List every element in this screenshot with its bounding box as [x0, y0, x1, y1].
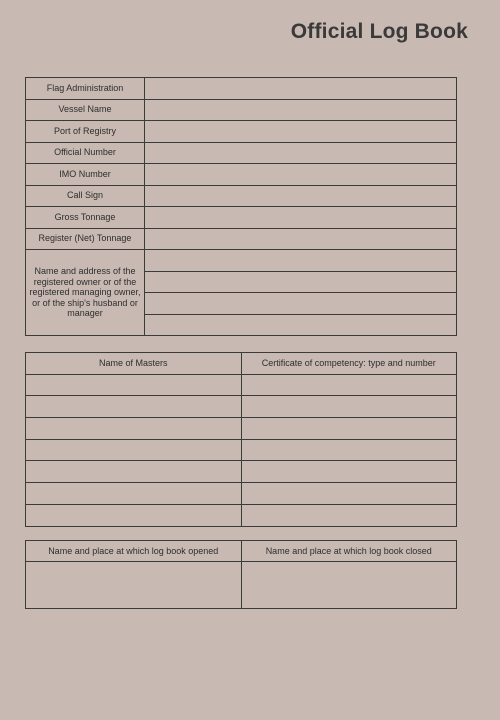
field-value[interactable] — [145, 314, 457, 336]
table-cell[interactable] — [241, 374, 457, 396]
table-row — [26, 142, 457, 164]
table-cell[interactable] — [241, 562, 457, 609]
field-value[interactable] — [145, 271, 457, 293]
table-row — [26, 396, 457, 418]
page-title: Official Log Book — [290, 20, 468, 43]
owner-field-label: Name and address of the registered owner or of the registered managing owner, or of the ship's husband or manager — [26, 250, 145, 336]
table-cell[interactable] — [241, 461, 457, 483]
field-value[interactable] — [145, 293, 457, 315]
field-label: Vessel Name — [26, 99, 145, 121]
field-label: Port of Registry — [26, 121, 145, 143]
field-value[interactable] — [145, 185, 457, 207]
table-row — [26, 374, 457, 396]
field-value[interactable] — [145, 207, 457, 229]
field-label: Flag Administration — [26, 78, 145, 100]
table-row — [26, 562, 457, 609]
table-cell[interactable] — [241, 396, 457, 418]
field-value[interactable] — [145, 228, 457, 250]
column-header: Name and place at which log book closed — [241, 541, 457, 562]
table-header-row — [26, 353, 457, 375]
table-cell[interactable] — [26, 504, 242, 526]
table-cell[interactable] — [26, 418, 242, 440]
table-cell[interactable] — [26, 562, 242, 609]
table-cell[interactable] — [241, 504, 457, 526]
table-row — [26, 228, 457, 250]
field-label: Gross Tonnage — [26, 207, 145, 229]
logbook-open-close-table — [25, 540, 457, 609]
column-header: Name of Masters — [26, 353, 242, 375]
table-row — [26, 164, 457, 186]
table-cell[interactable] — [26, 461, 242, 483]
table-row — [26, 99, 457, 121]
table-cell[interactable] — [26, 374, 242, 396]
field-value[interactable] — [145, 250, 457, 272]
table-cell[interactable] — [241, 483, 457, 505]
field-label: Official Number — [26, 142, 145, 164]
field-value[interactable] — [145, 164, 457, 186]
table-row — [26, 121, 457, 143]
masters-table — [25, 352, 457, 527]
table-cell[interactable] — [26, 396, 242, 418]
table-row — [26, 185, 457, 207]
field-value[interactable] — [145, 99, 457, 121]
table-cell[interactable] — [26, 483, 242, 505]
table-row — [26, 207, 457, 229]
field-label: Call Sign — [26, 185, 145, 207]
field-label: Register (Net) Tonnage — [26, 228, 145, 250]
table-row — [26, 439, 457, 461]
vessel-registration-table — [25, 77, 457, 336]
field-label: IMO Number — [26, 164, 145, 186]
table-cell[interactable] — [241, 418, 457, 440]
table-row — [26, 78, 457, 100]
table-row — [26, 504, 457, 526]
table-row — [26, 250, 457, 272]
table-header-row — [26, 541, 457, 562]
column-header: Certificate of competency: type and number — [241, 353, 457, 375]
table-row — [26, 461, 457, 483]
table-row — [26, 483, 457, 505]
table-cell[interactable] — [241, 439, 457, 461]
column-header: Name and place at which log book opened — [26, 541, 242, 562]
field-value[interactable] — [145, 78, 457, 100]
field-value[interactable] — [145, 142, 457, 164]
table-row — [26, 418, 457, 440]
table-cell[interactable] — [26, 439, 242, 461]
field-value[interactable] — [145, 121, 457, 143]
